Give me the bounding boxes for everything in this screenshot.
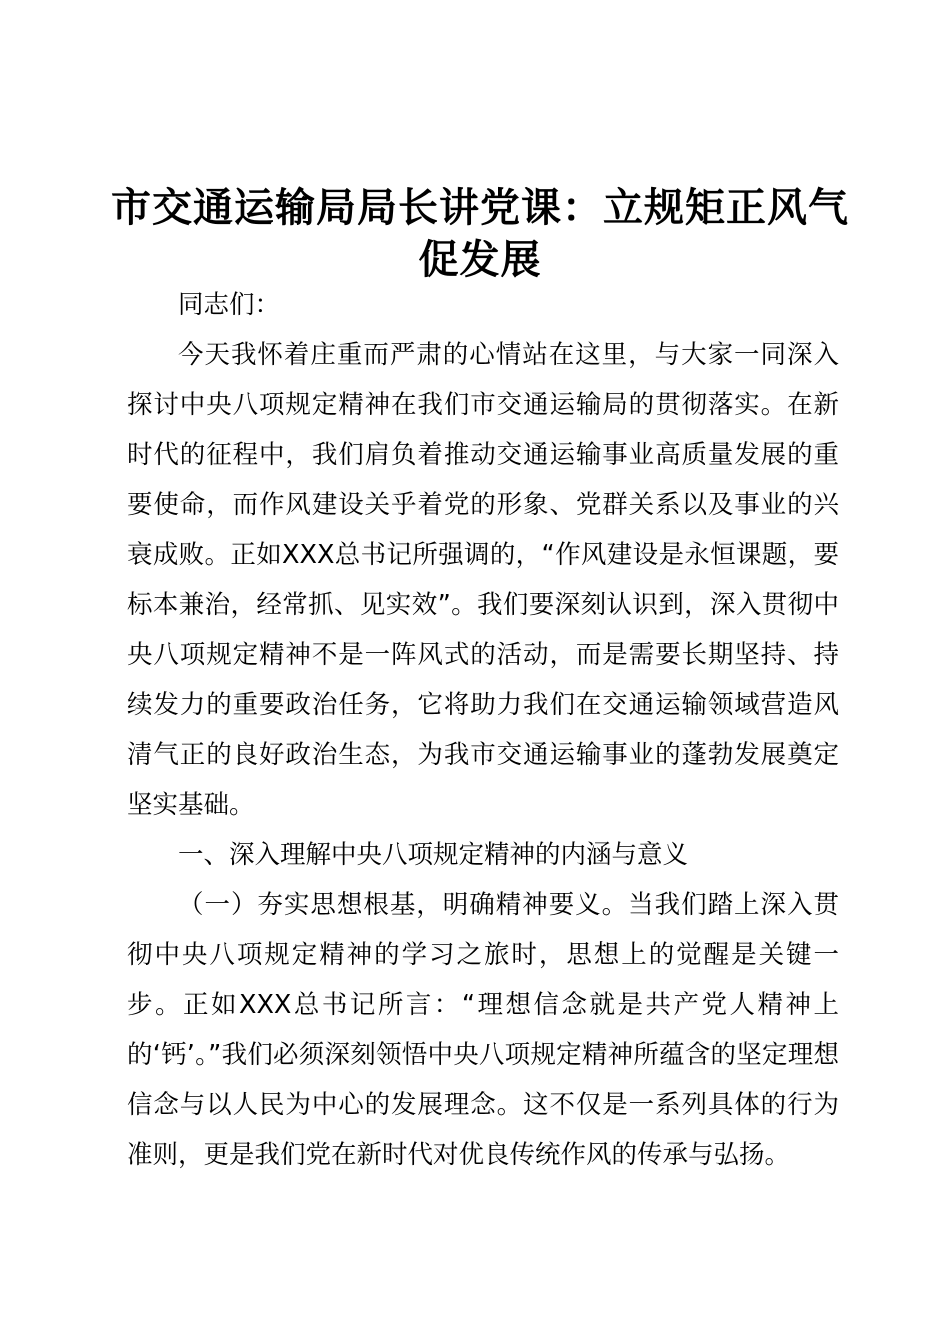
document-title: 市交通运输局局长讲党课：立规矩正风气促发展 [111, 184, 849, 283]
section-heading: 一、深入理解中央八项规定精神的内涵与意义 [178, 840, 689, 870]
paragraph-subsection-1: （一）夯实思想根基，明确精神要义。当我们踏上深入贯彻中央八项规定精神的学习之旅时，思想上的觉醒是关键一步。正如XXX总书记所言：“理想信念就是共产党人精神上的‘钙’。”我们必须深刻领悟中央八项规定精神所蕴含的坚定理想信念与以人民为中心的发展理念。这不仅是一系列具体的行为准则，更是我们党在新时代对优良传统作风的传承与弘扬。 [127, 890, 839, 1170]
greeting: 同志们： [178, 290, 281, 320]
document-body [127, 280, 839, 1180]
paragraph-intro: 今天我怀着庄重而严肃的心情站在这里，与大家一同深入探讨中央八项规定精神在我们市交通运输局的贯彻落实。在新时代的征程中，我们肩负着推动交通运输事业高质量发展的重要使命，而作风建设关乎着党的形象、党群关系以及事业的兴衰成败。正如XXX总书记所强调的，“作风建设是永恒课题，要标本兼治，经常抓、见实效”。我们要深刻认识到，深入贯彻中央八项规定精神不是一阵风式的活动，而是需要长期坚持、持续发力的重要政治任务，它将助力我们在交通运输领域营造风清气正的良好政治生态，为我市交通运输事业的蓬勃发展奠定坚实基础。 [127, 340, 839, 820]
